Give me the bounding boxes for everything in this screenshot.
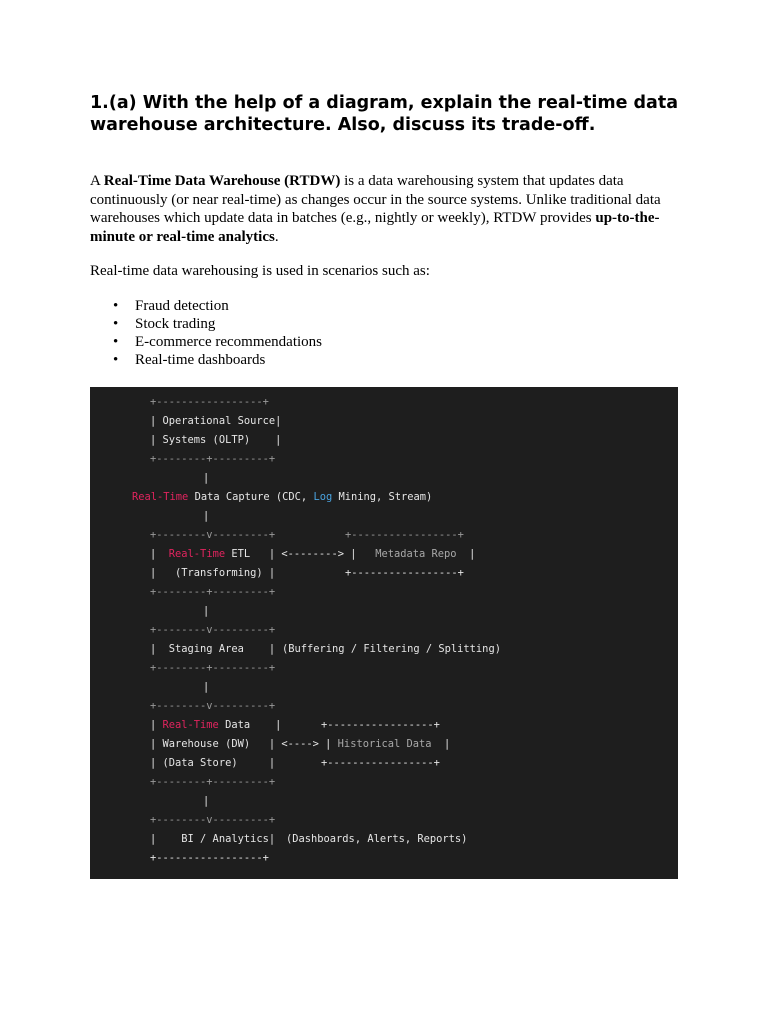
bullet-icon: • — [113, 316, 119, 332]
use-case-list — [90, 297, 322, 369]
list-item-label: E-commerce recommendations — [135, 334, 323, 350]
intro-text-2: is a data warehousing system that updates data continuously (or near real-time) as changes occur in the source systems. Unlike traditional data warehouses which update data in batches (e.g., nightly or weekly), RTDW provides — [90, 173, 661, 226]
dw-box-bottom-border: +--------+---------+ — [150, 776, 276, 788]
intro-bold-phrase: up-to-the-minute or real-time analytics — [90, 210, 660, 245]
staging-note: (Buffering / Filtering / Splitting) — [282, 643, 501, 655]
metadata-box-top-border: +-----------------+ — [345, 529, 464, 541]
capture-text-1: Data Capture (CDC, — [188, 491, 314, 503]
intro-paragraph — [90, 172, 680, 246]
list-item — [90, 333, 322, 351]
dw-text: Data | — [218, 719, 282, 731]
source-box-bottom-border: +--------+---------+ — [150, 453, 276, 465]
bi-box-top-border: +--------v---------+ — [150, 814, 276, 826]
dw-box-top-border: +--------v---------+ — [150, 700, 276, 712]
history-pipe: | — [444, 738, 451, 750]
question-heading: 1.(a) With the help of a diagram, explain the real-time data warehouse architecture. Also, discuss its trade-off. — [90, 93, 679, 135]
connector-2: | — [203, 510, 210, 522]
list-item — [90, 315, 322, 333]
etl-box-top-border: +--------v---------+ — [150, 529, 276, 541]
capture-text-2: Mining, Stream) — [332, 491, 433, 503]
etl-box-line-1 — [150, 548, 475, 560]
connector-5: | — [203, 795, 210, 807]
metadata-repo-label: Metadata Repo — [356, 548, 470, 560]
intro-text-3: . — [274, 228, 279, 245]
source-box-line-1: | Operational Source| — [150, 415, 282, 427]
connector-4: | — [203, 681, 210, 693]
dw-warehouse-text: | Warehouse (DW) | <----> | — [150, 738, 332, 750]
source-box-top-border: +-----------------+ — [150, 396, 269, 408]
metadata-pipe: | — [469, 548, 476, 560]
dw-box-line-1 — [150, 719, 281, 731]
metadata-box-bottom-border: +-----------------+ — [345, 567, 464, 579]
source-box-line-2: | Systems (OLTP) | — [150, 434, 282, 446]
list-item-label: Stock trading — [135, 316, 216, 332]
bi-box-line: | BI / Analytics| — [150, 833, 276, 845]
staging-box-bottom-border: +--------+---------+ — [150, 662, 276, 674]
bi-note: (Dashboards, Alerts, Reports) — [286, 833, 468, 845]
history-box-top-border: +-----------------+ — [321, 719, 440, 731]
dw-realtime-keyword: Real-Time — [162, 719, 219, 731]
connector-3: | — [203, 605, 210, 617]
bullet-icon: • — [113, 298, 119, 314]
etl-box-line-2: | (Transforming) | — [150, 567, 276, 579]
staging-box-line: | Staging Area | — [150, 643, 276, 655]
capture-label — [132, 491, 432, 503]
connector-1: | — [203, 472, 210, 484]
capture-log-keyword: Log — [313, 491, 333, 503]
list-item — [90, 297, 322, 315]
bullet-icon: • — [113, 352, 119, 368]
etl-box-bottom-border: +--------+---------+ — [150, 586, 276, 598]
historical-data-label: Historical Data — [331, 738, 445, 750]
dw-box-line-3: | (Data Store) | — [150, 757, 276, 769]
history-box-bottom-border: +-----------------+ — [321, 757, 440, 769]
bi-box-bottom-border: +-----------------+ — [150, 852, 269, 864]
intro-bold-term: Real-Time Data Warehouse (RTDW) — [103, 173, 341, 189]
etl-pipe: | — [150, 548, 169, 560]
architecture-diagram-codeblock — [90, 387, 678, 879]
capture-realtime-keyword: Real-Time — [132, 491, 189, 503]
list-item-label: Real-time dashboards — [135, 352, 266, 368]
ascii-diagram — [90, 387, 501, 864]
etl-realtime-keyword: Real-Time — [168, 548, 226, 560]
list-item — [90, 351, 322, 369]
usage-paragraph: Real-time data warehousing is used in scenarios such as: — [90, 263, 430, 279]
bullet-icon: • — [113, 334, 119, 350]
intro-text-1: A — [90, 173, 104, 189]
dw-box-line-2 — [150, 738, 450, 750]
list-item-label: Fraud detection — [135, 298, 229, 314]
staging-box-top-border: +--------v---------+ — [150, 624, 276, 636]
etl-text: ETL | <--------> | — [225, 548, 357, 560]
dw-pipe: | — [150, 719, 163, 731]
